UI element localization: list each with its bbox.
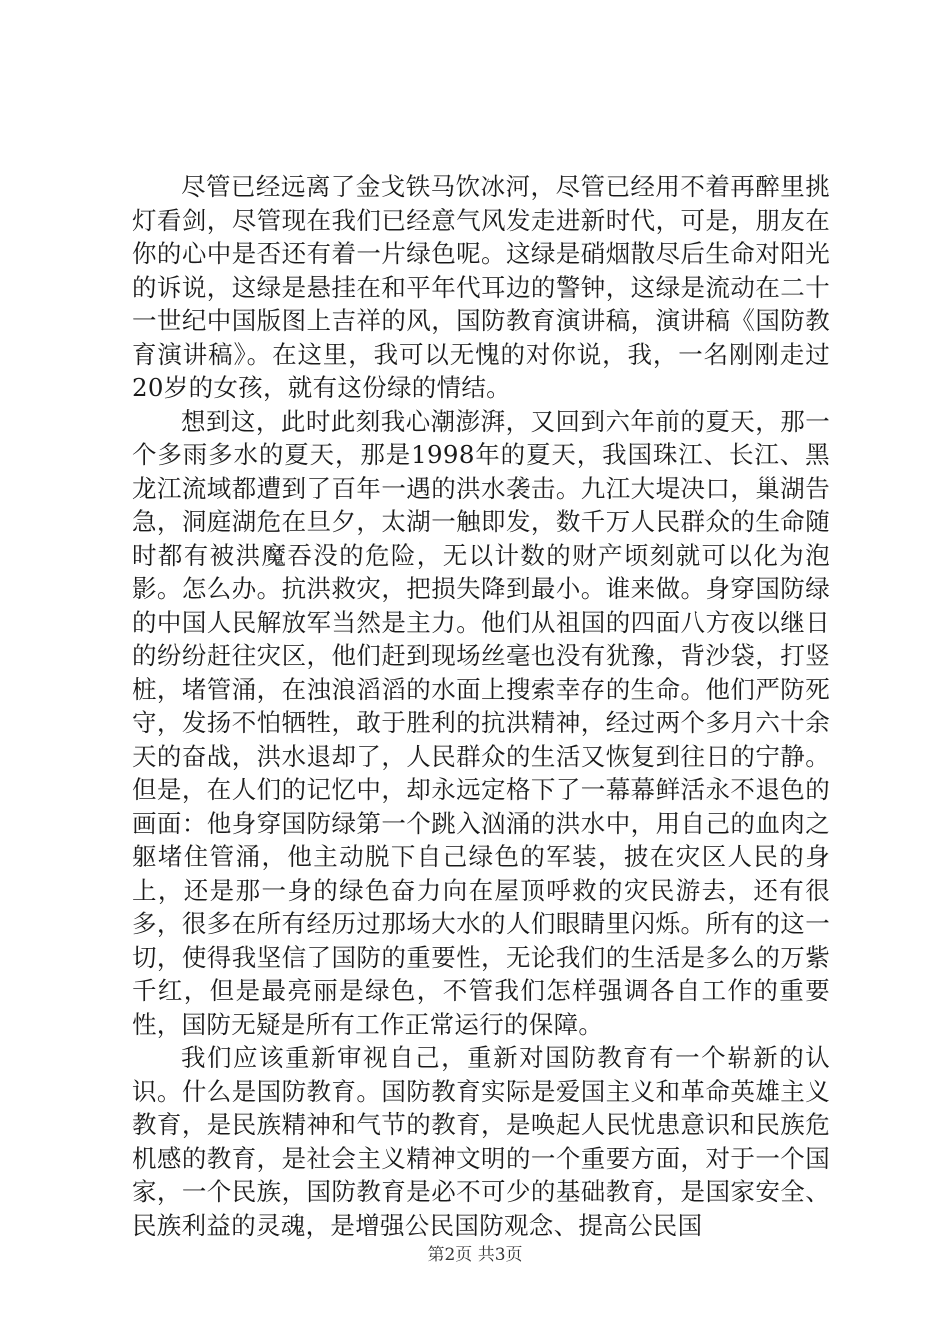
paragraph-1: 尽管已经远离了金戈铁马饮冰河，尽管已经用不着再醉里挑灯看剑，尽管现在我们已经意气风发走进新时代，可是，朋友在你的心中是否还有着一片绿色呢。这绿是硝烟散尽后生命对阳光的诉说，这绿是悬挂在和平年代耳边的警钟，这绿是流动在二十一世纪中国版图上吉祥的风，国防教育演讲稿，演讲稿《国防教育演讲稿》。在这里，我可以无愧的对你说，我，一名刚刚走过20岁的女孩，就有这份绿的情结。 (132, 172, 830, 402)
paragraph-2: 想到这，此时此刻我心潮澎湃，又回到六年前的夏天，那一个多雨多水的夏天，那是1998年的夏天，我国珠江、长江、黑龙江流域都遭到了百年一遇的洪水袭击。九江大堤决口，巢湖告急，洞庭湖危在旦夕，太湖一触即发，数千万人民群众的生命随时都有被洪魔吞没的危险，无以计数的财产顷刻就可以化为泡影。怎么办。抗洪救灾，把损失降到最小。谁来做。身穿国防绿的中国人民解放军当然是主力。他们从祖国的四面八方夜以继日的纷纷赶往灾区，他们赶到现场丝毫也没有犹豫，背沙袋，打竖桩，堵管涌，在浊浪滔滔的水面上搜索幸存的生命。他们严防死守，发扬不怕牺牲，敢于胜利的抗洪精神，经过两个多月六十余天的奋战，洪水退却了，人民群众的生活又恢复到往日的宁静。但是，在人们的记忆中，却永远定格下了一幕幕鲜活永不退色的画面：他身穿国防绿第一个跳入汹涌的洪水中，用自己的血肉之躯堵住管涌，他主动脱下自己绿色的军装，披在灾区人民的身上，还是那一身的绿色奋力向在屋顶呼救的灾民游去，还有很多，很多在所有经历过那场大水的人们眼睛里闪烁。所有的这一切，使得我坚信了国防的重要性，无论我们的生活是多么的万紫千红，但是最亮丽是绿色，不管我们怎样强调各自工作的重要性，国防无疑是所有工作正常运行的保障。 (132, 406, 830, 1039)
paragraph-3: 我们应该重新审视自己，重新对国防教育有一个崭新的认识。什么是国防教育。国防教育实际是爱国主义和革命英雄主义教育，是民族精神和气节的教育，是唤起人民忧患意识和民族危机感的教育，是社会主义精神文明的一个重要方面，对于一个国家，一个民族，国防教育是必不可少的基础教育，是国家安全、民族利益的灵魂，是增强公民国防观念、提高公民国 (132, 1043, 830, 1240)
document-body (132, 170, 830, 1242)
page-footer: 第2页 共3页 (427, 1245, 523, 1265)
